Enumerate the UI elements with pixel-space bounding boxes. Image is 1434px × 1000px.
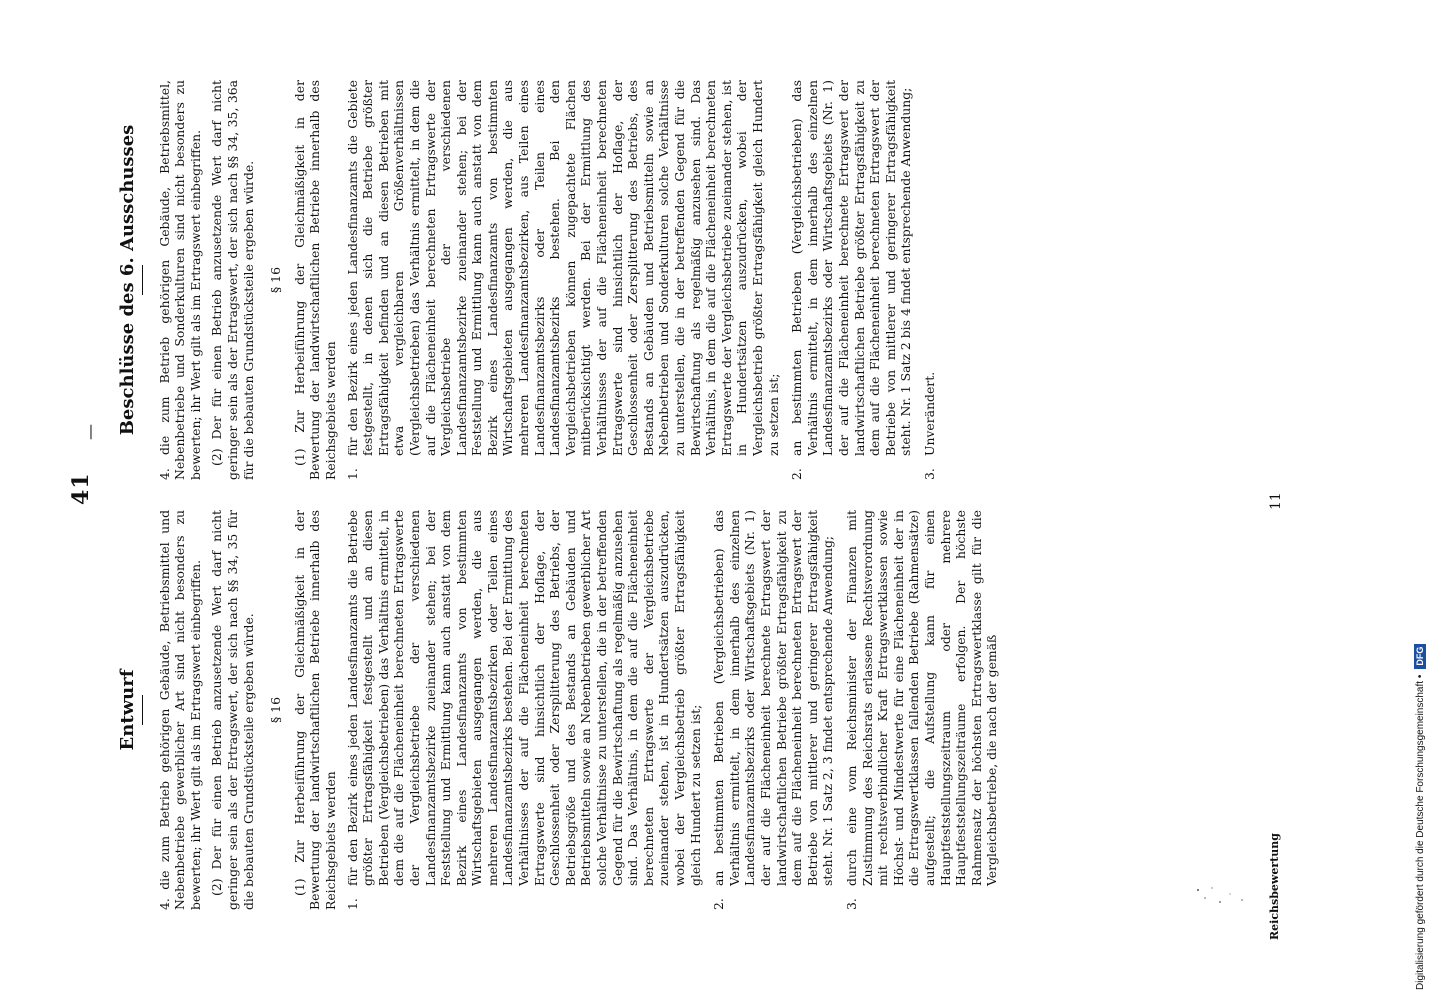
list-item bbox=[789, 80, 914, 480]
section-intro: (1) Zur Herbeiführung der Gleichmäßigkeit in der Bewertung der landwirtschaftlichen Betriebe innerhalb des Reichsgebiets werden bbox=[291, 510, 338, 910]
item-number: 1. bbox=[344, 898, 360, 910]
item-text: Unverändert. bbox=[921, 371, 937, 456]
paragraph-2: (2) Der für einen Betrieb anzusetzende Wert darf nicht geringer sein als der Ertragswert, der sich nach §§ 34, 35, 36a für die bebauten Grundstücksteile ergeben würde. bbox=[209, 80, 256, 480]
scan-specks bbox=[1190, 880, 1250, 910]
section-heading: § 16 bbox=[268, 697, 284, 723]
column-committee bbox=[117, 80, 946, 480]
column-heading-committee: Beschlüsse des 6. Ausschusses bbox=[117, 124, 138, 436]
section-heading: § 16 bbox=[268, 267, 284, 293]
page-number: 41 bbox=[68, 472, 94, 505]
paragraph-2: (2) Der für einen Betrieb anzusetzende Wert darf nicht geringer sein als der Ertragswert, der sich nach §§ 34, 35 für die bebauten Grundstücksteile ergeben würde. bbox=[209, 510, 256, 910]
section-intro: (1) Zur Herbeiführung der Gleichmäßigkeit in der Bewertung der landwirtschaftlichen Betriebe innerhalb des Reichsgebiets werden bbox=[291, 80, 338, 480]
list-item bbox=[844, 510, 1000, 910]
item-text: für den Bezirk eines jeden Landesfinanzamts die Betriebe größter Ertragsfähigkeit festgestellt und an diesen Betrieben (Vergleichsbetrieben) das Verhältnis ermittelt, in dem die auf die Flächeneinheit berechneten Ertragswerte der Vergleichsbetriebe der verschiedenen Landesfinanzamtsbezirke zueinander stehen; bei der Feststellung und Ermittlung kann auch anstatt von dem Bezirk eines Landesfinanzamts von bestimmten Wirtschaftsgebieten ausgegangen werden, die aus mehreren Landesfinanzamtsbezirken oder Teilen eines Landesfinanzamtsbezirks bestehen. Bei der Ermittlung des Verhältnisses der auf die Flächeneinheit berechneten Ertragswerte sind hinsichtlich der Hoflage, der Geschlossenheit oder Zersplitterung des Betriebs, der Betriebsgröße und des Bestands an Gebäuden und Betriebsmitteln sowie an Nebenbetrieben gewerblicher Art solche Verhältnisse zu unterstellen, die in der betreffenden Gegend für die Bewirtschaftung als regelmäßig anzusehen sind. Das Verhältnis, in dem die auf die Flächeneinheit berechneten Ertragswerte der Vergleichsbetriebe zueinander stehen, ist in Hundertsätzen auszudrücken, wobei der Vergleichsbetrieb größter Ertragsfähigkeit gleich Hundert zu setzen ist; bbox=[344, 510, 703, 886]
heading-rule bbox=[142, 695, 143, 725]
item-number: 2. bbox=[789, 468, 805, 480]
list-item bbox=[345, 80, 782, 480]
item-text: für den Bezirk eines jeden Landesfinanzamts die Gebiete festgestellt, in denen sich die Betriebe größter Ertragsfähigkeit befinden und an diesen Betrieben mit etwa vergleichbaren Größenverhältnissen (Vergleichsbetrieben) das Verhältnis ermittelt, in dem die auf die Flächeneinheit berechneten Ertragswerte der Vergleichsbetriebe der verschiedenen Landesfinanzamtsbezirke zueinander stehen; bei der Feststellung und Ermittlung kann auch anstatt von dem Bezirk eines Landesfinanzamts von bestimmten Wirtschaftsgebieten ausgegangen werden, die aus mehreren Landesfinanzamtsbezirken, aus Teilen eines Landesfinanzamtsbezirks oder Teilen eines Landesfinanzamtsbezirks bestehen. Bei den Vergleichsbetrieben können zugepachtete Flächen mitberücksichtigt werden. Bei der Ermittlung des Verhältnisses der auf die Flächeneinheit berechneten Ertragswerte sind hinsichtlich der Hoflage, der Geschlossenheit oder Zersplitterung des Betriebs, des Bestands an Gebäuden und Betriebsmitteln sowie an Nebenbetrieben und Sonderkulturen solche Verhältnisse zu unterstellen, die in der betreffenden Gegend für die Bewirtschaftung als regelmäßig anzusehen sind. Das Verhältnis, in dem die auf die Flächeneinheit berechneten Ertragswerte der Vergleichsbetriebe zueinander stehen, ist in Hundertsätzen auszudrücken, wobei der Vergleichsbetrieb größter Ertragsfähigkeit gleich Hundert zu setzen ist; bbox=[344, 80, 781, 456]
item-number: 3. bbox=[921, 468, 937, 480]
heading-rule bbox=[142, 265, 143, 295]
item-number: 2. bbox=[711, 898, 727, 910]
footer-running-head: Reichsbewertung bbox=[1268, 833, 1281, 940]
paragraph-item4: 4. die zum Betrieb gehörigen Gebäude, Betriebsmittel, Nebenbetriebe und Sonderkulturen sind nicht besonders zu bewerten; ihr Wert gilt als im Ertragswert einbegriffen. bbox=[156, 80, 203, 480]
item-text: an bestimmten Betrieben (Vergleichsbetrieben) das Verhältnis ermittelt, in dem innerhalb des einzelnen Landesfinanzamtsbezirks oder Wirtschaftsgebiets (Nr. 1) der auf die Flächeneinheit berechnete Ertragswert der landwirtschaftlichen Betriebe größter Ertragsfähigkeit zu dem auf die Flächeneinheit berechneten Ertragswert der Betriebe von mittlerer und geringerer Ertragsfähigkeit steht. Nr. 1 Satz 2, 3 findet entsprechende Anwendung; bbox=[711, 510, 836, 886]
list-item bbox=[922, 80, 938, 480]
page-dash: — bbox=[80, 424, 99, 440]
column-heading-draft: Entwurf bbox=[117, 669, 138, 751]
footer-number: 11 bbox=[1268, 492, 1284, 510]
dfg-badge: DFG bbox=[1414, 644, 1426, 669]
digitization-text: Digitalisierung gefördert durch die Deutsche Forschungsgemeinschaft • bbox=[1414, 674, 1426, 990]
column-draft bbox=[117, 510, 1008, 910]
paragraph-item4: 4. die zum Betrieb gehörigen Gebäude, Betriebsmittel und Nebenbetriebe gewerblicher Art sind nicht besonders zu bewerten; ihr Wert gilt als im Ertragswert einbegriffen. bbox=[156, 510, 203, 910]
list-item bbox=[711, 510, 836, 910]
item-text: an bestimmten Betrieben (Vergleichsbetrieben) das Verhältnis ermittelt, in dem innerhalb des einzelnen Landesfinanzamtsbezirks oder Wirtschaftsgebiets (Nr. 1) der auf die Flächeneinheit berechnete Ertragswert der landwirtschaftlichen Betriebe größter Ertragsfähigkeit zu dem auf die Flächeneinheit berechneten Ertragswert der Betriebe von mittlerer und geringerer Ertragsfähigkeit steht. Nr. 1 Satz 2 bis 4 findet entsprechende Anwendung; bbox=[789, 80, 914, 456]
item-number: 1. bbox=[344, 468, 360, 480]
item-number: 3. bbox=[843, 898, 859, 910]
item-text: durch eine vom Reichsminister der Finanzen mit Zustimmung des Reichsrats erlassene Rechtsverordnung mit rechtsverbindlicher Kraft Ertragswertklassen sowie Höchst- und Mindestwerte für eine Flächeneinheit der in die Ertragswertklassen fallenden Betriebe (Rahmensätze) aufgestellt; die Aufstellung kann für einen Hauptfeststellungszeitraum oder mehrere Hauptfeststellungszeiträume erfolgen. Der höchste Rahmensatz der höchsten Ertragswertklasse gilt für die Vergleichsbetriebe, die nach der gemäß bbox=[843, 510, 1000, 886]
list-item bbox=[345, 510, 704, 910]
digitization-note bbox=[1410, 10, 1430, 990]
